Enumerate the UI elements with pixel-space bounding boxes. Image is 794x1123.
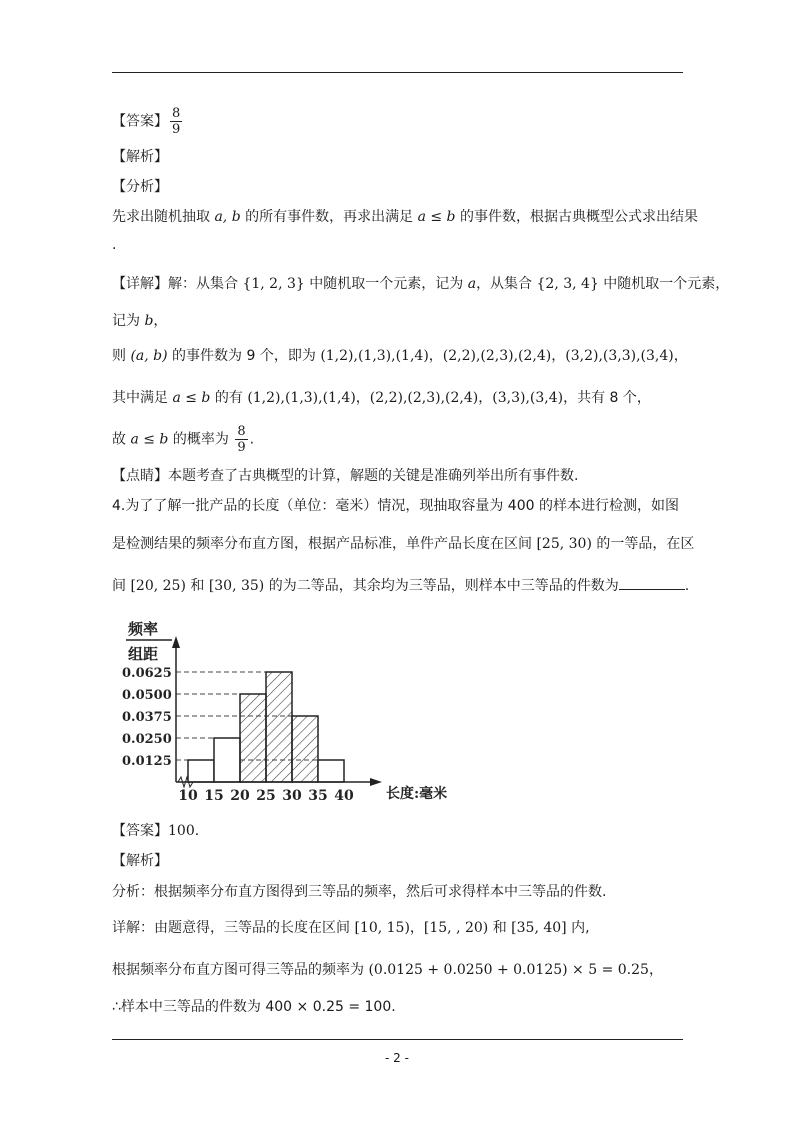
frequency-histogram [112, 614, 472, 806]
answer-fraction: $\frac{8}{9}$ [172, 106, 181, 137]
q4-final: ∴样本中三等品的件数为 400 × 0.25 = 100. [112, 999, 396, 1015]
q4-stem-line3: 间 [20, 25) 和 [30, 35) 的为二等品，其余均为三等品，则样本中三等品的件数为 . [112, 578, 690, 594]
y-label-bottom: 组距 [128, 645, 159, 663]
q4-xiangjie: 详解：由题意得，三等品的长度在区间 [10, 15)，[15, , 20) 和 [35, 40] 内, [112, 920, 590, 936]
q3-dianjing: 【点睛】本题考查了古典概型的计算，解题的关键是准确列举出所有事件数. [112, 468, 579, 484]
footer-rule [112, 1039, 683, 1040]
q4-stem-line2: 是检测结果的频率分布直方图，根据产品标准，单件产品长度在区间 [25, 30) 的一等品，在区 [112, 536, 695, 552]
q3-line4: 其中满足 a ≤ b 的有 (1,2),(1,3),(1,4)，(2,2),(2,3),(2,4)，(3,3),(3,4)，共有 8 个， [112, 390, 651, 406]
x-label: 长度:毫米 [386, 786, 448, 802]
page-number: - 2 - [385, 1051, 409, 1065]
q4-stem-line1: 4.为了了解一批产品的长度（单位：毫米）情况，现抽取容量为 400 的样本进行检测，如图 [112, 498, 679, 514]
histogram-bar [214, 738, 240, 782]
q3-line5: 故 a ≤ b 的概率为 $\frac{8}{9}$ . [112, 424, 255, 455]
q3-fenxi-text: 先求出随机抽取 a, b 的所有事件数，再求出满足 a ≤ b 的事件数，根据古典概型公式求出结果 [112, 209, 698, 225]
y-tick-label: 0.0125 [122, 754, 172, 769]
q3-jiexi: 【解析】 [112, 149, 168, 165]
histogram-bar [292, 716, 318, 782]
y-axis-arrow [172, 636, 180, 648]
q4-calc: 根据频率分布直方图可得三等品的频率为 (0.0125 + 0.0250 + 0.0125) × 5 = 0.25， [112, 962, 663, 978]
y-label-top: 频率 [128, 620, 159, 638]
q4-jiexi: 【解析】 [112, 853, 168, 869]
header-rule [112, 72, 683, 73]
x-tick-label: 40 [334, 788, 354, 804]
histogram-bar [318, 760, 344, 782]
x-tick-label: 25 [256, 788, 276, 804]
q4-fenxi: 分析：根据频率分布直方图得到三等品的频率，然后可求得样本中三等品的件数. [112, 884, 607, 900]
y-tick-label: 0.0500 [122, 688, 172, 703]
x-tick-label: 35 [308, 788, 328, 804]
q3-fenxi-label: 【分析】 [112, 179, 168, 195]
histogram-bar [240, 694, 266, 782]
q3-line2: 记为 b， [112, 313, 168, 329]
y-tick-label: 0.0375 [122, 710, 172, 725]
x-tick-label: 15 [204, 788, 224, 804]
x-tick-label: 20 [230, 788, 250, 804]
probability-fraction: $\frac{8}{9}$ [237, 424, 246, 455]
y-tick-label: 0.0250 [122, 732, 172, 747]
y-tick-label: 0.0625 [122, 666, 172, 681]
q3-answer: 【答案】 $\frac{8}{9}$ [112, 106, 181, 137]
q3-fenxi-dot: . [112, 237, 117, 253]
q4-answer: 【答案】100. [112, 823, 200, 839]
x-axis-arrow [370, 778, 382, 786]
q3-line3: 则 (a, b) 的事件数为 9 个，即为 (1,2),(1,3),(1,4)，(2,2),(2,3),(2,4)，(3,2),(3,3),(3,4)， [112, 348, 688, 364]
q3-xiangjie: 【详解】解：从集合 {1, 2, 3} 中随机取一个元素，记为 a，从集合 {2, 3, 4} 中随机取一个元素， [112, 276, 730, 292]
histogram-bar [188, 760, 214, 782]
x-tick-label: 10 [178, 788, 198, 804]
histogram-bar [266, 672, 292, 782]
x-tick-label: 30 [282, 788, 302, 804]
answer-blank [619, 576, 685, 590]
